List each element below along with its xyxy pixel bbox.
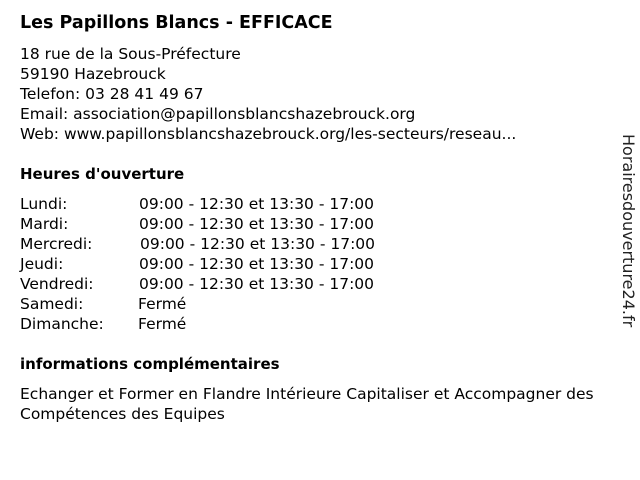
watermark-text: Horairesdouverture24.fr [619, 134, 638, 328]
additional-info-text: Echanger et Former en Flandre Intérieure Capitaliser et Accompagner des Compétences des Equipes [20, 385, 594, 423]
phone-line: Telefon: 03 28 41 49 67 [20, 85, 204, 103]
day-label: Jeudi: [20, 255, 64, 273]
address-street: 18 rue de la Sous-Préfecture [20, 45, 241, 63]
contact-block [20, 44, 516, 144]
time-value: 09:00 - 12:30 et 13:30 - 17:00 [139, 215, 375, 233]
day-label: Vendredi: [20, 275, 94, 293]
website-line: Web: www.papillonsblancshazebrouck.org/les-secteurs/reseau... [20, 125, 517, 143]
day-label: Mercredi: [20, 235, 93, 253]
time-value: 09:00 - 12:30 et 13:30 - 17:00 [140, 235, 376, 253]
address-city: 59190 Hazebrouck [20, 65, 166, 83]
time-value: Fermé [138, 295, 187, 313]
business-title: Les Papillons Blancs - EFFICACE [20, 13, 333, 33]
day-label: Dimanche: [20, 315, 104, 333]
opening-hours-heading: Heures d'ouverture [20, 165, 185, 183]
day-label: Samedi: [20, 295, 84, 313]
additional-info-heading: informations complémentaires [20, 355, 280, 373]
time-value: 09:00 - 12:30 et 13:30 - 17:00 [139, 275, 375, 293]
time-value: Fermé [138, 315, 187, 333]
email-line: Email: association@papillonsblancshazebrouck.org [20, 105, 416, 123]
day-label: Lundi: [20, 195, 68, 213]
watermark [613, 134, 639, 346]
day-label: Mardi: [20, 215, 69, 233]
time-value: 09:00 - 12:30 et 13:30 - 17:00 [139, 195, 375, 213]
time-value: 09:00 - 12:30 et 13:30 - 17:00 [139, 255, 375, 273]
